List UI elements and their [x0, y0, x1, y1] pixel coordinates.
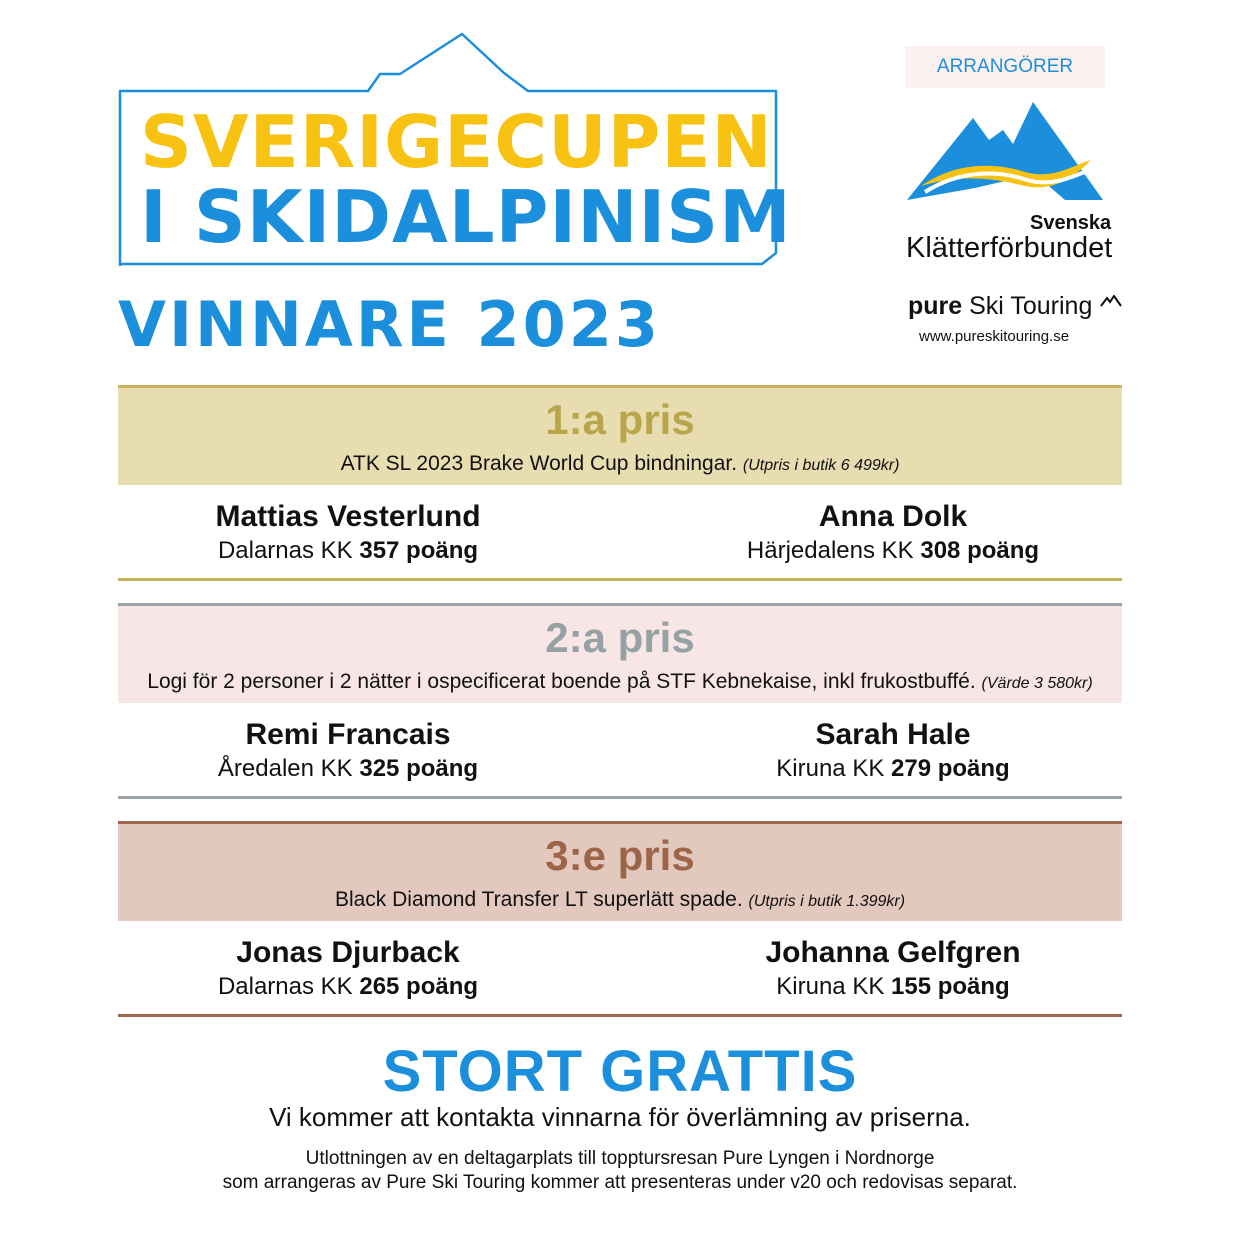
winner-men — [138, 717, 558, 785]
winners-row — [118, 485, 1122, 581]
prize-description-text: ATK SL 2023 Brake World Cup bindningar. — [340, 452, 738, 475]
prize-description-text: Black Diamond Transfer LT superlätt spade. — [334, 888, 743, 911]
winner-points: 357 poäng — [359, 537, 479, 564]
winner-women — [683, 717, 1103, 785]
winner-club: Härjedalens KK — [746, 537, 914, 564]
winner-club: Dalarnas KK — [217, 537, 353, 564]
winner-men — [138, 935, 558, 1003]
winner-name: Jonas Djurback — [236, 936, 460, 969]
prize-value-note: (Utpris i butik 6 499kr) — [742, 457, 900, 474]
winner-club-points — [138, 753, 558, 785]
contact-text: Vi kommer att kontakta vinnarna för överlämning av priserna. — [269, 1102, 971, 1132]
winner-women — [683, 935, 1103, 1003]
prize-title: 2:a pris — [545, 614, 695, 661]
title-line-1: SVERIGECUPEN — [140, 100, 773, 184]
pure-ski-touring-url: www.pureskitouring.se — [919, 328, 1070, 345]
winner-name: Remi Francais — [245, 718, 451, 751]
prize-section-2 — [118, 603, 1122, 799]
title-line-2: I SKIDALPINISM — [140, 175, 792, 259]
skf-mountain-logo — [905, 100, 1105, 205]
prize-band — [118, 821, 1122, 921]
organizers-label: ARRANGÖRER — [905, 46, 1105, 88]
pst-brand-bold: pure — [908, 292, 963, 320]
footnote-line-1: Utlottningen av en deltagarplats till topptursresan Pure Lyngen i Nordnorge — [305, 1148, 935, 1169]
mountain-peaks-icon — [1100, 295, 1122, 307]
winner-club-points — [683, 535, 1103, 567]
winner-points: 325 poäng — [359, 755, 479, 782]
winner-name: Johanna Gelfgren — [765, 936, 1021, 969]
skf-name-line-1: Svenska — [1030, 212, 1112, 234]
prize-title: 1:a pris — [545, 396, 695, 443]
winner-club: Dalarnas KK — [217, 973, 353, 1000]
winner-name: Mattias Vesterlund — [215, 500, 481, 533]
winner-club-points — [683, 971, 1103, 1003]
winner-club-points — [683, 753, 1103, 785]
winner-women — [683, 499, 1103, 567]
winner-points: 265 poäng — [359, 973, 479, 1000]
prize-description — [118, 888, 1122, 912]
prize-band — [118, 385, 1122, 485]
winners-row — [118, 703, 1122, 799]
winner-club: Kiruna KK — [776, 755, 885, 782]
prize-description-text: Logi för 2 personer i 2 nätter i ospecificerat boende på STF Kebnekaise, inkl frukostbuffé. — [147, 670, 976, 693]
winner-club-points — [138, 535, 558, 567]
winner-club: Åredalen KK — [217, 755, 353, 782]
prize-band — [118, 603, 1122, 703]
prize-section-3 — [118, 821, 1122, 1017]
congrats-heading: STORT GRATTIS — [382, 1039, 858, 1104]
pure-ski-touring-logo-text — [908, 292, 1092, 321]
winner-points: 279 poäng — [891, 755, 1010, 782]
prize-description — [118, 452, 1122, 476]
footnote-line-2: som arrangeras av Pure Ski Touring kommer att presenteras under v20 och redovisas separat. — [222, 1172, 1018, 1193]
prize-title: 3:e pris — [545, 832, 695, 879]
pst-brand-rest: Ski Touring — [962, 292, 1093, 320]
prize-description — [118, 670, 1122, 694]
winner-club: Kiruna KK — [776, 973, 885, 1000]
prize-section-1 — [118, 385, 1122, 581]
winner-points: 155 poäng — [891, 973, 1010, 1000]
prize-value-note: (Utpris i butik 1.399kr) — [748, 893, 906, 910]
winner-points: 308 poäng — [920, 537, 1040, 564]
winner-name: Anna Dolk — [818, 500, 968, 533]
winner-men — [138, 499, 558, 567]
winners-heading: VINNARE 2023 — [118, 288, 662, 361]
winner-club-points — [138, 971, 558, 1003]
prize-value-note: (Värde 3 580kr) — [981, 675, 1093, 692]
winner-name: Sarah Hale — [815, 718, 971, 751]
winners-row — [118, 921, 1122, 1017]
skf-name-line-2: Klätterförbundet — [906, 232, 1113, 264]
